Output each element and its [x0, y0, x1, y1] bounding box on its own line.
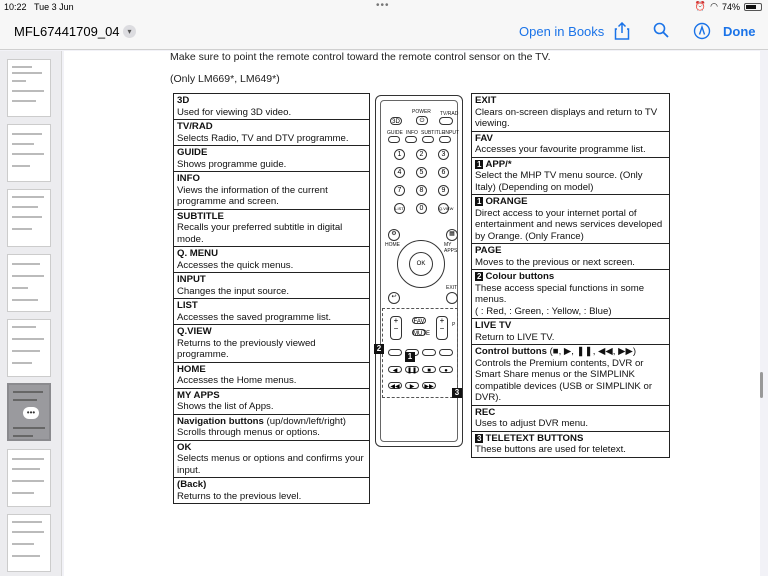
more-options-icon[interactable]: •••	[23, 407, 39, 419]
button-description: Returns to the previously viewed programme.	[177, 337, 316, 360]
button-description: Select the MHP TV menu source. (Only Italy) (Depending on model)	[475, 170, 643, 193]
button-term: EXIT	[475, 95, 497, 106]
models-note: (Only LM669*, LM649*)	[170, 73, 280, 85]
back-button: ↩	[388, 292, 400, 304]
mute-button: MUTE	[413, 331, 430, 337]
thumbnail-sidebar[interactable]	[0, 51, 62, 576]
status-time: 10:22	[4, 2, 27, 12]
button-description: These access special functions in some menus.	[475, 282, 645, 305]
button-term: (Back)	[177, 479, 207, 490]
table-row	[174, 440, 370, 478]
button-description: Scrolls through menus or options.	[177, 427, 320, 438]
callout-badge: 1	[477, 159, 482, 169]
table-row	[472, 94, 670, 132]
table-row	[174, 172, 370, 210]
button-term: HOME	[177, 363, 206, 375]
control-button: ■	[422, 366, 436, 373]
subtitle-label: SUBTITLE	[421, 130, 445, 136]
row-heading	[177, 364, 366, 376]
button-description: Clears on-screen displays and return to TV viewing.	[475, 106, 658, 129]
right-reference-table	[471, 93, 670, 458]
power-button: ⏻	[416, 116, 428, 125]
row-heading	[475, 346, 666, 358]
left-reference-table	[173, 93, 370, 504]
control-button: ▶▶	[422, 382, 436, 389]
page-thumbnail[interactable]	[7, 514, 51, 572]
table-row	[174, 362, 370, 388]
button-term: Colour buttons	[485, 271, 555, 282]
row-heading	[177, 300, 366, 312]
button-description: These buttons are used for teletext.	[475, 444, 626, 455]
battery-percent: 74%	[721, 1, 740, 12]
table-cell	[174, 299, 370, 325]
row-heading	[475, 133, 666, 145]
table-cell	[472, 131, 670, 157]
table-row	[174, 325, 370, 363]
row-heading	[177, 248, 366, 260]
exit-button	[446, 292, 458, 304]
yellow-button	[422, 349, 436, 356]
table-row	[472, 431, 670, 457]
control-button: ◀◀	[388, 382, 402, 389]
button-term: INFO	[177, 173, 200, 184]
search-icon[interactable]	[652, 22, 670, 40]
table-cell	[174, 94, 370, 120]
button-term: SUBTITLE	[177, 210, 224, 222]
button-description: Return to LIVE TV.	[475, 331, 555, 343]
row-heading	[475, 320, 666, 332]
row-heading	[475, 196, 666, 208]
row-heading	[177, 173, 366, 185]
row-heading	[177, 416, 366, 428]
done-button[interactable]: Done	[723, 24, 756, 39]
button-description: Direct access to your internet portal of entertainment and news services developed by Orange. (Only France)	[475, 207, 663, 242]
control-button: ❚❚	[406, 368, 418, 374]
table-cell	[174, 120, 370, 146]
status-right	[695, 1, 762, 12]
table-cell	[174, 146, 370, 172]
control-button: ◀	[388, 366, 402, 373]
button-term: APP/*	[485, 158, 512, 170]
button-term: LIST	[177, 300, 198, 311]
remote-digit-button: 3	[438, 149, 449, 160]
table-row	[174, 478, 370, 504]
table-row	[174, 388, 370, 414]
fav-button: FAV	[413, 319, 425, 325]
remote-digit-button: Q.VIEW	[438, 203, 449, 214]
remote-digit-button: 7	[394, 185, 405, 196]
status-date: Tue 3 Jun	[34, 2, 74, 12]
scroll-indicator[interactable]	[760, 372, 763, 398]
table-row	[174, 414, 370, 440]
input-label: INPUT	[444, 130, 459, 136]
remote-control-illustration	[375, 95, 463, 447]
volume-rocker: + −	[390, 316, 402, 340]
share-icon[interactable]	[613, 22, 631, 40]
page-thumbnail[interactable]	[7, 254, 51, 312]
document-page[interactable]	[64, 51, 760, 576]
table-cell	[174, 478, 370, 504]
row-heading	[177, 390, 366, 402]
table-row	[472, 270, 670, 319]
table-cell	[174, 362, 370, 388]
info-button	[405, 136, 417, 143]
table-cell	[174, 440, 370, 478]
callout-2: 2	[374, 344, 384, 354]
row-heading	[177, 147, 366, 159]
table-cell	[472, 319, 670, 345]
row-heading	[177, 95, 366, 107]
programme-rocker: + −	[436, 316, 448, 340]
callout-3: 3	[452, 388, 462, 398]
row-heading	[177, 442, 366, 454]
blue-button	[439, 349, 453, 356]
button-description: Returns to the previous level.	[177, 490, 302, 502]
control-button: ▶	[405, 382, 419, 389]
table-cell	[472, 345, 670, 406]
button-term: MY APPS	[177, 389, 220, 401]
guide-button	[388, 136, 400, 143]
button-description: Shows programme guide.	[177, 158, 287, 170]
button-description: Shows the list of Apps.	[177, 401, 274, 412]
remote-digit-button: 2	[416, 149, 427, 160]
table-row	[174, 146, 370, 172]
remote-digit-button: 0	[416, 203, 427, 214]
table-cell	[174, 325, 370, 363]
table-cell	[472, 431, 670, 457]
table-cell	[174, 172, 370, 210]
callout-badge: 2	[477, 272, 482, 281]
page-thumbnail[interactable]	[7, 319, 51, 377]
table-cell	[174, 209, 370, 247]
table-row	[472, 405, 670, 431]
table-cell	[174, 247, 370, 273]
button-term: Q.VIEW	[177, 326, 212, 337]
alarm-icon: ⏰	[694, 1, 707, 11]
table-cell	[174, 273, 370, 299]
exit-label: EXIT	[446, 285, 458, 291]
button-term: FAV	[475, 132, 493, 144]
remote-digit-button: 6	[438, 167, 449, 178]
chevron-down-icon[interactable]: ▾	[123, 25, 136, 38]
page-thumbnail[interactable]	[7, 124, 51, 182]
button-term: PAGE	[475, 245, 502, 256]
row-heading	[475, 271, 666, 283]
button-term: REC	[475, 406, 496, 418]
row-heading	[475, 159, 666, 171]
button-description: Used for viewing 3D video.	[177, 106, 292, 118]
button-term: Navigation buttons	[177, 415, 264, 427]
row-heading	[475, 407, 666, 419]
p-label: P	[452, 322, 456, 328]
page-thumbnail[interactable]	[7, 449, 51, 507]
table-row	[174, 94, 370, 120]
tv-rad-button	[439, 117, 453, 125]
document-title[interactable]: MFL67441709_04	[14, 24, 120, 39]
power-label: POWER	[412, 109, 431, 115]
button-description: Views the information of the current programme and screen.	[177, 184, 328, 207]
button-term: 3D	[177, 95, 190, 106]
button-description: Recalls your preferred subtitle in digital mode.	[177, 222, 343, 245]
button-term: INPUT	[177, 274, 206, 285]
settings-button: ⚙	[388, 229, 400, 241]
button-term: LIVE TV	[475, 320, 512, 331]
table-row	[174, 120, 370, 146]
page-thumbnail-selected[interactable]	[7, 383, 51, 441]
table-row	[472, 319, 670, 345]
button-term: OK	[177, 441, 192, 453]
table-row	[472, 244, 670, 270]
row-heading	[475, 433, 666, 445]
button-description: Selects menus or options and confirms your input.	[177, 453, 364, 476]
wifi-icon: ◠	[710, 1, 718, 11]
table-cell	[472, 157, 670, 195]
table-row	[174, 273, 370, 299]
row-heading	[177, 326, 366, 338]
table-cell	[174, 414, 370, 440]
input-button	[439, 136, 451, 143]
remote-digit-button: 9	[438, 185, 449, 196]
button-description: Accesses the saved programme list.	[177, 311, 332, 323]
row-heading	[177, 479, 366, 491]
button-description: Selects Radio, TV and DTV programme.	[177, 132, 349, 144]
remote-digit-button: 4	[394, 167, 405, 178]
table-row	[472, 157, 670, 195]
button-description: Accesses your favourite programme list.	[475, 144, 646, 155]
multitask-dots[interactable]: •••	[376, 0, 390, 11]
home-label: HOME	[385, 242, 400, 248]
button-description: Moves to the previous or next screen.	[475, 256, 635, 268]
table-row	[472, 195, 670, 244]
table-row	[472, 131, 670, 157]
remote-digit-button: 1	[394, 149, 405, 160]
my-apps-button: ▦	[446, 229, 458, 241]
table-cell	[472, 244, 670, 270]
row-heading	[475, 245, 666, 257]
callout-badge: 3	[477, 433, 482, 443]
remote-digit-button: 5	[416, 167, 427, 178]
button-term: Q. MENU	[177, 248, 219, 259]
table-row	[174, 299, 370, 325]
nav-bar	[0, 14, 768, 50]
row-heading	[177, 211, 366, 223]
button-term: Control buttons	[475, 346, 547, 357]
button-description: Changes the input source.	[177, 285, 290, 297]
remote-digit-button: LIST	[394, 203, 405, 214]
term-suffix: (up/down/left/right)	[263, 415, 346, 427]
open-in-books-button[interactable]: Open in Books	[519, 24, 605, 39]
callout-badge: 1	[477, 197, 482, 206]
button-description: Controls the Premium contents, DVR or Smart Share menus or the SIMPLINK compatible devices (USB or SIMPLINK or DVR).	[475, 357, 653, 403]
button-description: Accesses the Home menus.	[177, 375, 297, 386]
colour-legend: ( : Red, : Green, : Yellow, : Blue)	[475, 305, 612, 317]
ok-button: OK	[409, 252, 433, 276]
table-cell	[174, 388, 370, 414]
button-term: TV/RAD	[177, 121, 213, 132]
remote-digit-button: 8	[416, 185, 427, 196]
table-cell	[472, 405, 670, 431]
page-thumbnail[interactable]	[7, 189, 51, 247]
table-cell	[472, 270, 670, 319]
table-cell	[472, 195, 670, 244]
row-heading	[177, 274, 366, 286]
table-row	[174, 209, 370, 247]
table-cell	[472, 94, 670, 132]
button-term: ORANGE	[485, 196, 528, 207]
table-row	[472, 345, 670, 406]
tv-rad-label: TV/RAD	[440, 111, 459, 117]
rec-button: ●	[439, 366, 453, 373]
row-heading	[475, 95, 666, 107]
table-row	[174, 247, 370, 273]
term-suffix: (■, ▶, ❚❚, ◀◀, ▶▶)	[546, 346, 637, 357]
info-label: INFO	[406, 130, 418, 136]
button-description: Uses to adjust DVR menu.	[475, 418, 589, 429]
intro-text: Make sure to point the remote control toward the remote control sensor on the TV.	[170, 51, 551, 63]
row-heading	[177, 121, 366, 133]
red-button	[388, 349, 402, 356]
battery-icon	[744, 3, 762, 11]
callout-1: 1	[405, 352, 415, 362]
markup-icon[interactable]	[693, 22, 711, 40]
my-apps-label: MY APPS	[444, 242, 458, 254]
status-bar	[0, 0, 768, 14]
subtitle-button	[422, 136, 434, 143]
button-term: TELETEXT BUTTONS	[485, 432, 584, 444]
guide-label: GUIDE	[387, 130, 403, 136]
button-term: GUIDE	[177, 147, 208, 158]
button-description: Accesses the quick menus.	[177, 259, 294, 271]
3d-button: 3D	[390, 117, 402, 125]
page-thumbnail[interactable]	[7, 59, 51, 117]
